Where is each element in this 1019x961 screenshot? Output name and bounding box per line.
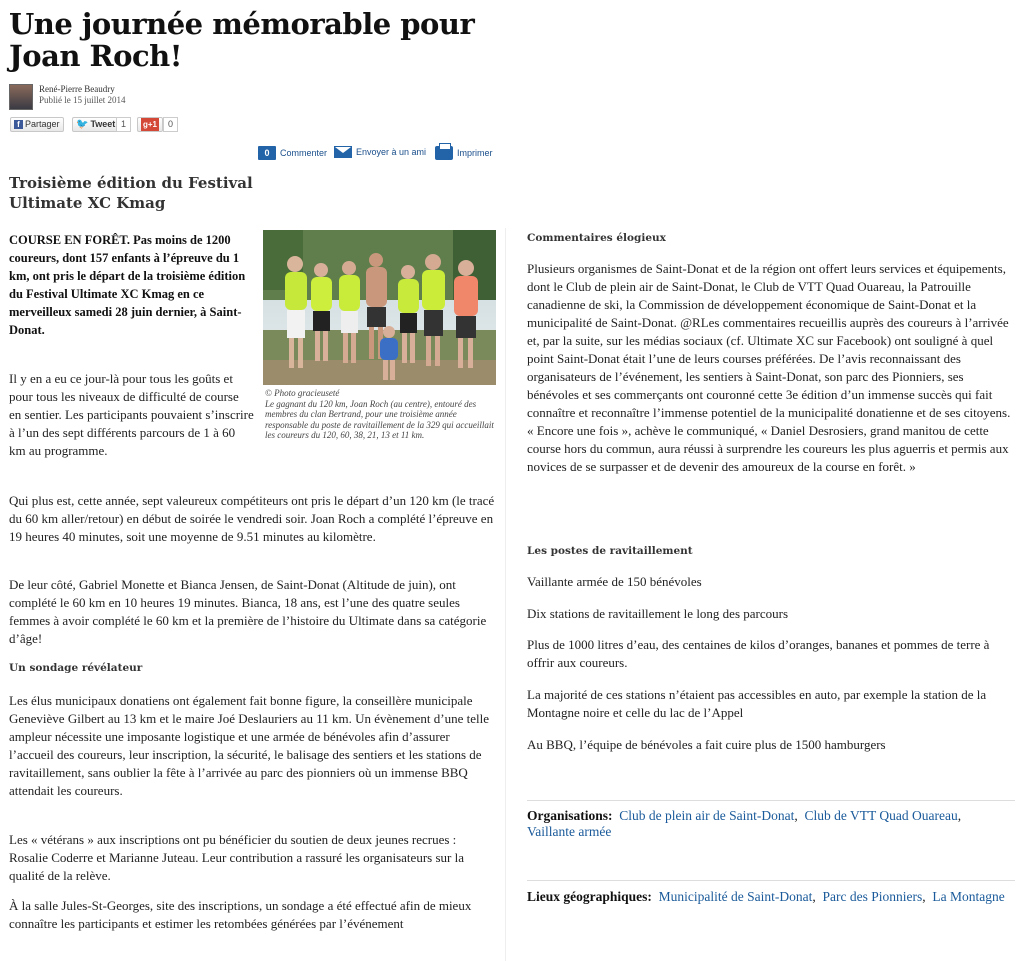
comment-link[interactable] [258,146,327,160]
tag-link[interactable]: Club de VTT Quad Ouareau [804,808,958,823]
section-heading: Un sondage révélateur [9,662,143,674]
author-avatar [9,84,33,110]
organizations-label: Organisations: [527,808,613,823]
column-divider [505,228,506,961]
facebook-icon: f [14,120,23,129]
email-label: Envoyer à un ami [356,147,427,157]
comment-bubble-icon: 0 [258,146,276,160]
section-heading: Commentaires élogieux [527,232,666,244]
byline [39,84,126,106]
paragraph: Qui plus est, cette année, sept valeureux compétiteurs ont pris le départ d’un 120 km (le tracé du 60 km aller/retour) en début de soirée le vendredi soir. Joan Roch a complété l’épreuve en 19 heures 40 minutes, soit une moyenne de 9.51 minutes au kilomètre. [9,493,495,544]
article-subtitle: Troisième édition du Festival Ultimate XC Kmag [9,174,253,212]
print-link[interactable] [435,146,493,160]
photo-caption-text: Le gagnant du 120 km, Joan Roch (au centre), entouré des membres du clan Bertrand, pour une troisième année responsable du poste de ravitaillement de la 329 qui accueillait les coureurs du 120, 60, 38, 21, 13 et 11 km. [265,398,494,440]
list-item: La majorité de ces stations n’étaient pas accessibles en auto, par exemple la station de la Montagne noire et celle du lac de l’Appel [527,687,987,720]
article-title: Une journée mémorable pour Joan Roch! [9,7,475,73]
twitter-bird-icon: 🐦 [76,119,89,130]
lead-paragraph: COURSE EN FORÊT. Pas moins de 1200 coureurs, dont 157 enfants à l’épreuve du 1 km, ont pris le départ de la troisième édition du Festival Ultimate XC Kmag en ce merveilleux samedi 28 juin dernier, à Saint-Donat. [9,233,246,337]
runners-group-photo [263,230,496,385]
author-name[interactable]: René-Pierre Beaudry [39,84,115,94]
tag-link[interactable]: Parc des Pionniers [822,889,923,904]
section-heading: Les postes de ravitaillement [527,545,693,557]
share-bar [0,117,200,131]
printer-icon [435,146,453,160]
tag-link[interactable]: Municipalité de Saint-Donat [658,889,813,904]
paragraph: À la salle Jules-St-Georges, site des inscriptions, un sondage a été effectué afin de mieux connaître les participants et estimer les retombées générées par l’événement [9,898,472,931]
article-photo[interactable] [263,230,496,385]
paragraph: Les « vétérans » aux inscriptions ont pu bénéficier du soutien de deux jeunes recrues : Rosalie Coderre et Marianne Juteau. Leur contribution a rassuré les organisateurs sur la qualité de la relève. [9,832,464,883]
places-tags: Lieux géographiques: Municipalité de Saint-Donat, Parc des Pionniers, La Montagne [527,880,1015,905]
print-label: Imprimer [457,148,493,158]
tweet-count: 1 [116,117,131,132]
tag-link[interactable]: Vaillante armée [527,824,612,839]
tweet-button[interactable] [72,117,119,132]
list-item: Au BBQ, l’équipe de bénévoles a fait cuire plus de 1500 hamburgers [527,737,886,752]
email-link[interactable] [334,146,426,158]
photo-caption [265,388,497,441]
paragraph: Il y en a eu ce jour-là pour tous les goûts et pour tous les niveaux de difficulté de course en sentier. Les participants pouvaient s’inscrire à l’un des sept différents parcours de 1 à 60 km au programme. [9,371,254,458]
tweet-label: Tweet [90,119,116,129]
gplus-button[interactable] [137,117,163,132]
paragraph: Les élus municipaux donatiens ont également fait bonne figure, la conseillère municipale Geneviève Gilbert au 13 km et le maire Joé Deslauriers au 11 km. Un évènement d’une telle ampleur nécessite une imposante logistique et une armée de bénévoles afin d’assurer l’accueil des coureurs, leur inscription, la sécurité, le balisage des sentiers et les stations de ravitaillement, sans oublier la fête à l’arrivée au parc des pionniers où un immense BBQ attendait les coureurs. [9,693,489,798]
paragraph: De leur côté, Gabriel Monette et Bianca Jensen, de Saint-Donat (Altitude de juin), ont complété le 60 km en 10 heures 19 minutes. Bianca, 18 ans, est l’une des quatre seules femmes à avoir complété le 60 km et la première de l’histoire du Ultimate dans sa catégorie d’âge! [9,577,487,646]
comment-label: Commenter [280,148,328,158]
places-label: Lieux géographiques: [527,889,652,904]
publish-date: Publié le 15 juillet 2014 [39,95,126,105]
paragraph: Plusieurs organismes de Saint-Donat et de la région ont offert leurs services et équipements, dont le Club de plein air de Saint-Donat, le Club de VTT Quad Ouareau, la Patrouille canadienne de ski, la Commission de développement économique de Saint-Donat et la municipalité de Saint-Donat. @RLes commentaires recueillis auprès des coureurs à l’arrivée et, par la suite, sur les médias sociaux (cf. Ultimate XC sur Facebook) ont souligné à quel point Saint-Donat était l’une de leurs courses préférées. De l’avis reconnaissant des organisateurs de l’événement, les sentiers à Saint-Donat, son parc des Pionniers, ses bénévoles et ses commerçants ont couronné cette 3e édition d’un immense succès qui fait connaître et reconnaître l’immense potentiel de la municipalité donatienne et de ses citoyens. « Encore une fois », achève le communiqué, « Daniel Desrosiers, grand manitou de cette course hors du commun, aura réussi à surprendre les coureurs les plus aguerris et permis aux novices de se surpasser et de devenir des amoureux de la course en forêt. » [527,261,1011,474]
tag-link[interactable]: La Montagne [932,889,1005,904]
list-item: Vaillante armée de 150 bénévoles [527,574,702,589]
tag-link[interactable]: Club de plein air de Saint-Donat [619,808,795,823]
gplus-count: 0 [163,117,178,132]
list-item: Plus de 1000 litres d’eau, des centaines de kilos d’oranges, bananes et pommes de terre à offrir aux coureurs. [527,637,990,670]
photo-credit: © Photo gracieuseté [265,388,340,398]
list-item: Dix stations de ravitaillement le long des parcours [527,606,789,621]
envelope-icon [334,146,352,158]
organizations-tags: Organisations: Club de plein air de Saint-Donat, Club de VTT Quad Ouareau, Vaillante armée [527,800,1015,840]
facebook-share-label: Partager [25,119,60,129]
facebook-share-button[interactable] [10,117,64,132]
gplus-icon: g+1 [143,120,158,129]
